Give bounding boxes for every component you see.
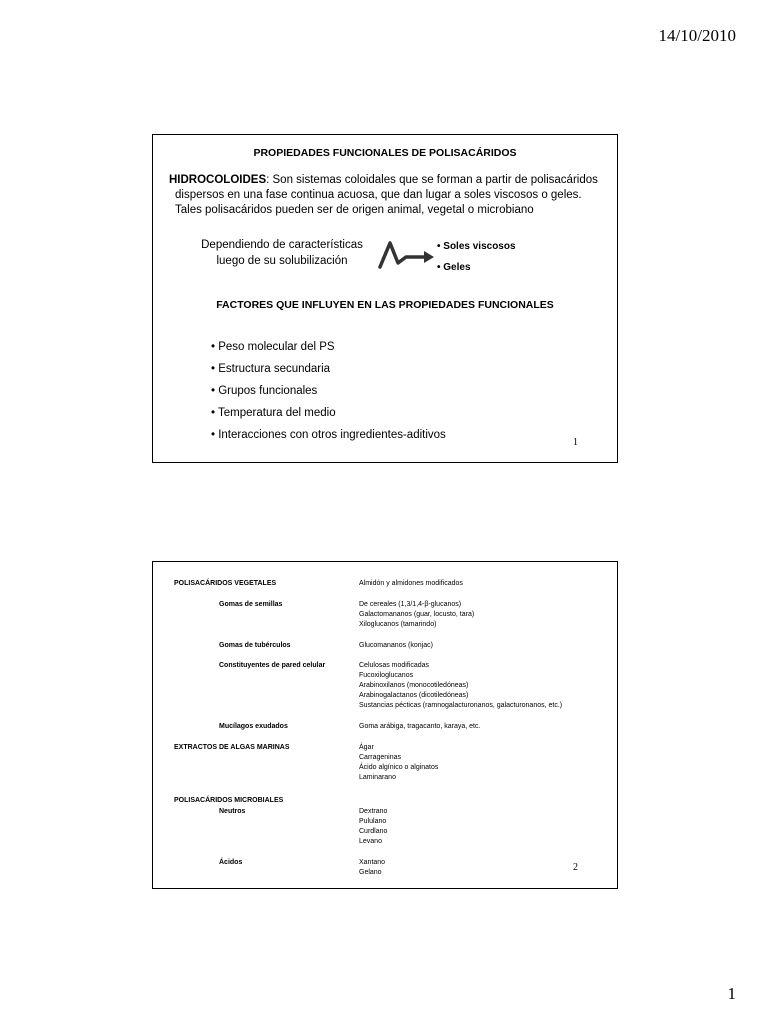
factor-item: • Estructura secundaria <box>211 363 331 375</box>
value-item: Laminarano <box>359 774 396 781</box>
value-item: Arabinoxilanos (monocotiledóneas) <box>359 682 469 689</box>
category-values <box>359 743 438 783</box>
value-item: Fucoxiloglucanos <box>359 672 414 679</box>
definition-line-3: Tales polisacáridos pueden ser de origen animal, vegetal o microbiano <box>175 204 534 216</box>
depends-line-2: luego de su solubilización <box>216 254 348 267</box>
category-label: Gomas de tubérculos <box>219 642 291 649</box>
value-item: De cereales (1,3/1,4-β-glucanos) <box>359 601 462 608</box>
slide-number: 1 <box>573 437 578 448</box>
value-item: Dextrano <box>359 808 388 815</box>
term-hidrocoloides: HIDROCOLOIDES <box>169 174 267 186</box>
value-item: Xantano <box>359 859 386 866</box>
depends-text <box>197 238 367 269</box>
category-values <box>359 807 387 847</box>
category-values <box>359 722 480 732</box>
category-label: POLISACÁRIDOS MICROBIALES <box>174 797 284 804</box>
category-label: Gomas de semillas <box>219 601 283 608</box>
result-options <box>437 236 516 278</box>
factor-item: • Peso molecular del PS <box>211 341 335 353</box>
hydrocolloid-definition <box>169 173 609 218</box>
page-date: 14/10/2010 <box>658 26 736 45</box>
factor-item: • Interacciones con otros ingredientes-aditivos <box>211 429 446 441</box>
value-item: Curdlano <box>359 828 388 835</box>
slide-2 <box>152 561 618 889</box>
factor-item: • Temperatura del medio <box>211 407 336 419</box>
zigzag-arrow-icon <box>376 235 436 271</box>
value-item: Glucomananos (konjac) <box>359 642 433 649</box>
depends-line-1: Dependiendo de características <box>201 239 363 251</box>
category-label: POLISACÁRIDOS VEGETALES <box>174 580 277 587</box>
option-soles-viscosos: • Soles viscosos <box>437 241 516 252</box>
value-item: Celulosas modificadas <box>359 662 430 669</box>
category-label: EXTRACTOS DE ALGAS MARINAS <box>174 744 290 751</box>
category-label: Constituyentes de pared celular <box>219 662 326 669</box>
value-item: Sustancias pécticas (ramnogalacturonanos, galacturonanos, etc.) <box>359 702 563 709</box>
value-item: Ágar <box>359 744 374 751</box>
definition-line-2: dispersos en una fase continua acuosa, que dan lugar a soles viscosos o geles. <box>175 189 582 201</box>
value-item: Goma arábiga, tragacanto, karaya, etc. <box>359 723 481 730</box>
value-item: Levano <box>359 838 382 845</box>
value-item: Ácido algínico o alginatos <box>359 764 439 771</box>
category-values <box>359 600 474 630</box>
category-values <box>359 661 562 711</box>
value-item: Arabinogalactanos (dicotiledóneas) <box>359 692 469 699</box>
slide-1 <box>152 134 618 463</box>
definition-line-1 <box>169 173 609 188</box>
value-item: Carrageninas <box>359 754 402 761</box>
factor-item: • Grupos funcionales <box>211 385 318 397</box>
slide-1-title: PROPIEDADES FUNCIONALES DE POLISACÁRIDOS <box>253 147 517 159</box>
factors-list <box>211 341 446 451</box>
category-label: Neutros <box>219 808 246 815</box>
slide-number: 2 <box>573 862 578 873</box>
value-item: Xiloglucanos (tamarindo) <box>359 621 437 628</box>
category-values <box>359 858 385 878</box>
value-item: Pululano <box>359 818 387 825</box>
option-geles: • Geles <box>437 262 471 273</box>
page-number: 1 <box>727 984 736 1003</box>
category-values <box>359 579 463 589</box>
category-values <box>359 641 433 651</box>
value-item: Gelano <box>359 869 382 876</box>
category-label: Ácidos <box>219 859 243 866</box>
factors-title: FACTORES QUE INFLUYEN EN LAS PROPIEDADES FUNCIONALES <box>216 299 554 311</box>
value-item: Almidón y almidones modificados <box>359 580 463 587</box>
definition-text-1: : Son sistemas coloidales que se forman a partir de polisacáridos <box>266 174 598 186</box>
value-item: Galactomananos (guar, locusto, tara) <box>359 611 475 618</box>
category-label: Mucílagos exudados <box>219 723 288 730</box>
